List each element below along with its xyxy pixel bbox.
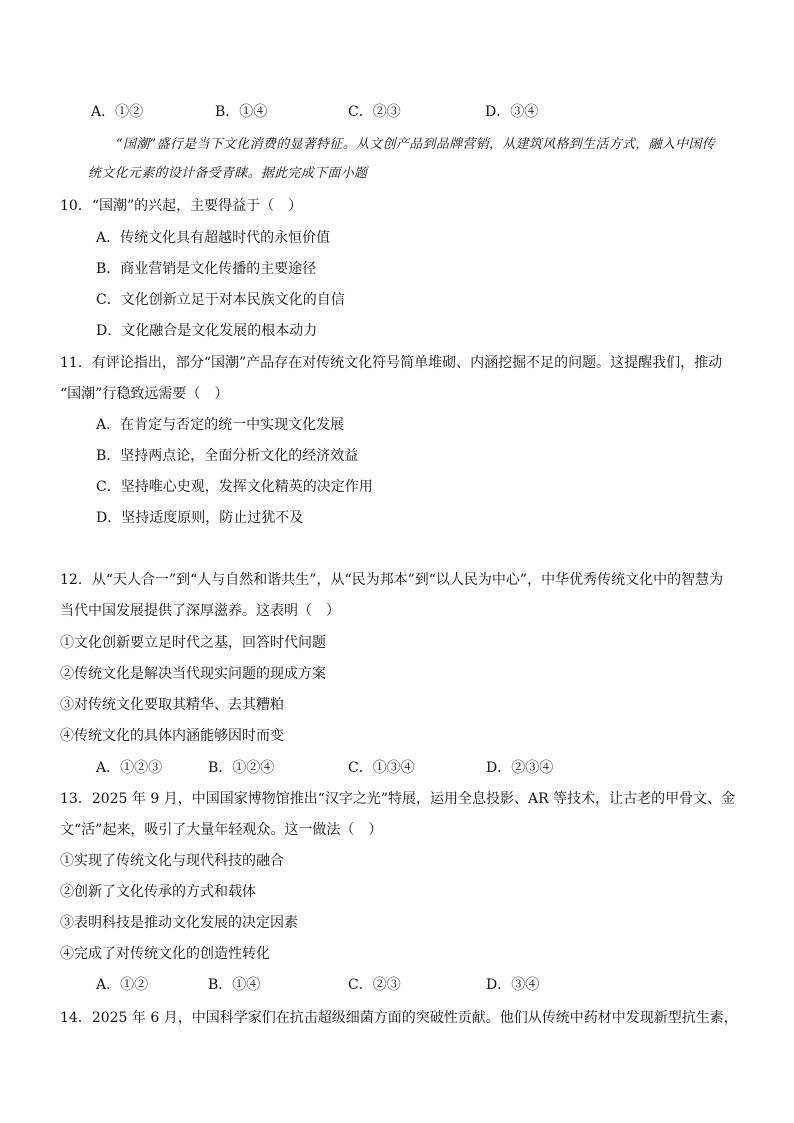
q13-option-b: B．①④ (208, 977, 261, 993)
q10-option-d: D．文化融合是文化发展的根本动力 (96, 323, 318, 339)
q12-option-d: D．②③④ (486, 760, 554, 776)
q12-stem-line1: 12．从“天人合一”到“人与自然和谐共生”，从“民为邦本”到“以人民为中心”，中华优秀传统文化中的智慧为 (60, 572, 724, 588)
q13-stem-line2: 文“活”起来，吸引了大量年轻观众。这一做法（ ） (60, 822, 383, 838)
q12-option-b: B．①②④ (208, 760, 275, 776)
q13-option-c: C．②③ (348, 977, 401, 993)
q9-option-d: D．③④ (485, 104, 539, 120)
q9-option-c: C．②③ (348, 104, 401, 120)
q13-options (96, 975, 616, 995)
q11-option-d: D．坚持适度原则，防止过犹不及 (96, 510, 304, 526)
q13-statement-1: ①实现了传统文化与现代科技的融合 (60, 853, 284, 869)
q12-option-a: A．①②③ (96, 760, 163, 776)
q12-statement-2: ②传统文化是解决当代现实问题的现成方案 (60, 666, 326, 682)
q9-options (91, 102, 611, 122)
q11-option-c: C．坚持唯心史观，发挥文化精英的决定作用 (96, 479, 373, 495)
q10-option-a: A．传统文化具有超越时代的永恒价值 (96, 230, 331, 246)
q13-statement-4: ④完成了对传统文化的创造性转化 (60, 946, 270, 962)
q12-statement-4: ④传统文化的具体内涵能够因时而变 (60, 728, 284, 744)
q13-stem-line1: 13．2025 年 9 月，中国国家博物馆推出“汉字之光”特展，运用全息投影、AR 等技术，让古老的甲骨文、金 (60, 791, 736, 807)
q10-stem: 10．“国潮”的兴起，主要得益于（ ） (60, 198, 303, 214)
q12-statement-3: ③对传统文化要取其精华、去其糟粕 (60, 697, 284, 713)
q13-statement-2: ②创新了文化传承的方式和载体 (60, 884, 256, 900)
q14-stem-line1: 14．2025 年 6 月，中国科学家们在抗击超级细菌方面的突破性贡献。他们从传统中药材中发现新型抗生素， (60, 1010, 738, 1026)
reading-passage: “国潮”盛行是当下文化消费的显著特征。从文创产品到品牌营销，从建筑风格到生活方式，融入中国传统文化元素的设计备受青睐。据此完成下面小题 (88, 137, 716, 181)
q11-option-b: B．坚持两点论，全面分析文化的经济效益 (96, 448, 359, 464)
q11-stem-line2: “国潮”行稳致远需要（ ） (60, 386, 229, 402)
q11-stem-line1: 11．有评论指出，部分“国潮”产品存在对传统文化符号简单堆砌、内涵挖掘不足的问题。这提醒我们，推动 (60, 355, 723, 371)
q12-stem-line2: 当代中国发展提供了深厚滋养。这表明（ ） (60, 603, 340, 619)
q9-option-b: B．①④ (215, 104, 268, 120)
q13-option-a: A．①② (96, 977, 149, 993)
q10-option-b: B．商业营销是文化传播的主要途径 (96, 261, 317, 277)
q13-statement-3: ③表明科技是推动文化发展的决定因素 (60, 915, 298, 931)
q12-option-c: C．①③④ (348, 760, 415, 776)
q12-options (96, 758, 616, 778)
q11-option-a: A．在肯定与否定的统一中实现文化发展 (96, 417, 345, 433)
q12-statement-1: ①文化创新要立足时代之基，回答时代问题 (60, 635, 326, 651)
q9-option-a: A．①② (91, 104, 144, 120)
q10-option-c: C．文化创新立足于对本民族文化的自信 (96, 292, 345, 308)
q13-option-d: D．③④ (486, 977, 540, 993)
